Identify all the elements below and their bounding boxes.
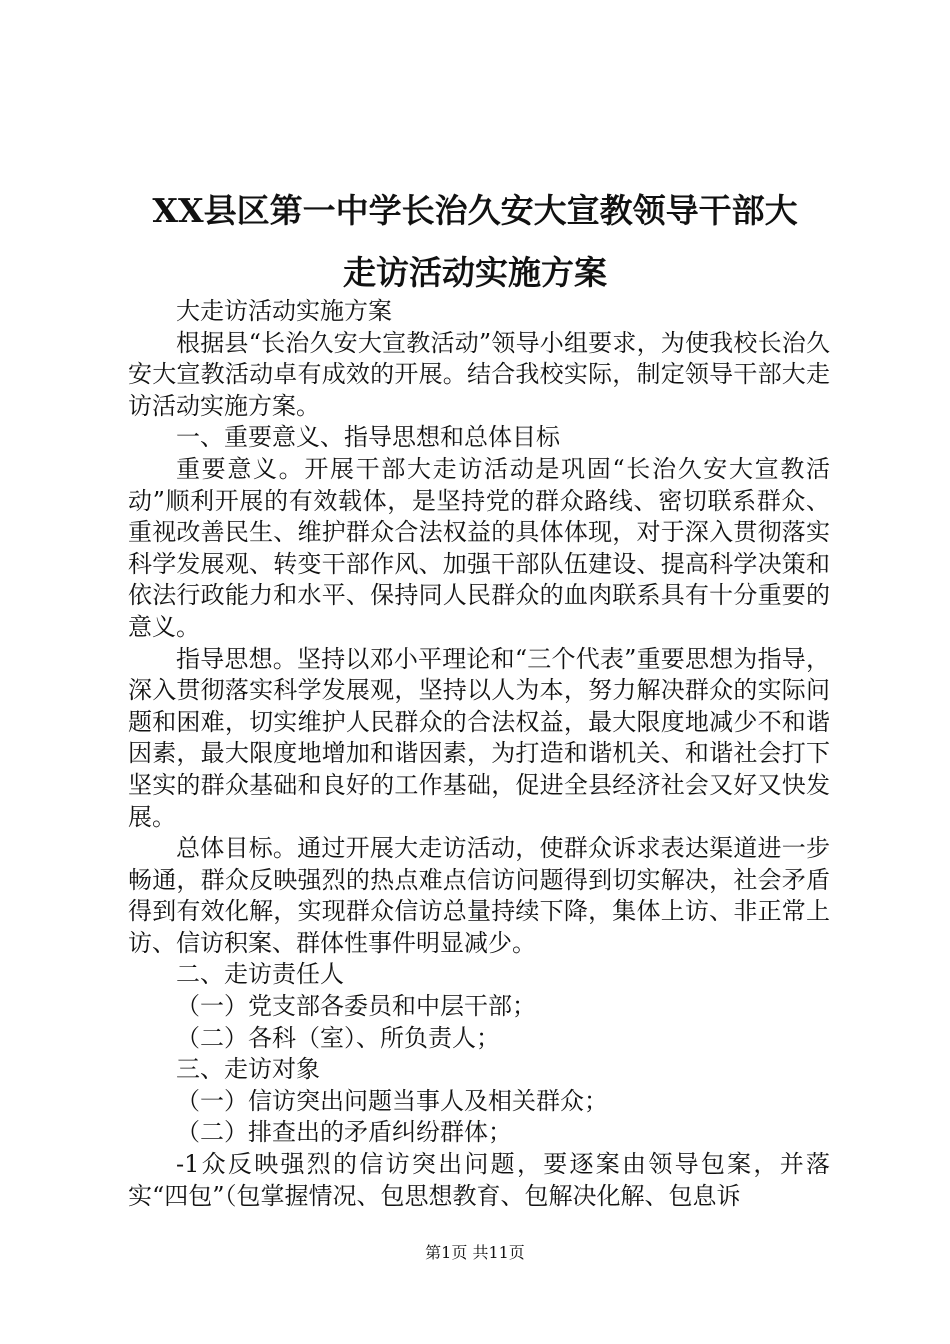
title-line-2: 走访活动实施方案: [343, 253, 607, 292]
section-heading-3: 三、走访对象: [176, 1055, 320, 1084]
section-heading-2: 二、走访责任人: [176, 960, 344, 989]
list-item: （一）党支部各委员和中层干部；: [176, 992, 536, 1021]
significance-paragraph: 重要意义。开展干部大走访活动是巩固“长治久安大宣教活动”顺利开展的有效载体，是坚持党的群众路线、密切联系群众、重视改善民生、维护群众合法权益的具体体现，对于深入贯彻落实科学发展观、转变干部作风、加强干部队伍建设、提高科学决策和依法行政能力和水平、保持同人民群众的血肉联系具有十分重要的意义。: [128, 454, 830, 641]
document-title: [100, 180, 850, 304]
guiding-thought-paragraph: 指导思想。坚持以邓小平理论和“三个代表”重要思想为指导，深入贯彻落实科学发展观，坚持以人为本，努力解决群众的实际问题和困难，切实维护人民群众的合法权益，最大限度地减少不和谐因素，最大限度地增加和谐因素，为打造和谐机关、和谐社会打下坚实的群众基础和良好的工作基础，促进全县经济社会又好又快发展。: [128, 644, 830, 831]
page-indicator: 第1页 共11页: [425, 1243, 525, 1262]
list-item: （一）信访突出问题当事人及相关群众；: [176, 1086, 608, 1115]
document-body: [128, 296, 830, 1212]
section-heading-1: 一、重要意义、指导思想和总体目标: [176, 423, 560, 452]
overall-goal-paragraph: 总体目标。通过开展大走访活动，使群众诉求表达渠道进一步畅通，群众反映强烈的热点难点信访问题得到切实解决，社会矛盾得到有效化解，实现群众信访总量持续下降，集体上访、非正常上访、信访积案、群体性事件明显减少。: [128, 834, 830, 957]
intro-paragraph: 根据县“长治久安大宣教活动”领导小组要求，为使我校长治久安大宣教活动卓有成效的开展。结合我校实际，制定领导干部大走访活动实施方案。: [128, 328, 830, 420]
page-footer: [0, 1243, 950, 1263]
list-item: （二）各科（室）、所负责人；: [176, 1023, 500, 1052]
title-line-1: XX县区第一中学长治久安大宣教领导干部大: [152, 191, 798, 230]
subtitle-paragraph: 大走访活动实施方案: [176, 297, 392, 325]
truncated-paragraph: -1众反映强烈的信访突出问题，要逐案由领导包案，并落实“四包”（包掌握情况、包思想教育、包解决化解、包息诉: [128, 1150, 830, 1210]
list-item: （二）排查出的矛盾纠纷群体；: [176, 1118, 512, 1147]
